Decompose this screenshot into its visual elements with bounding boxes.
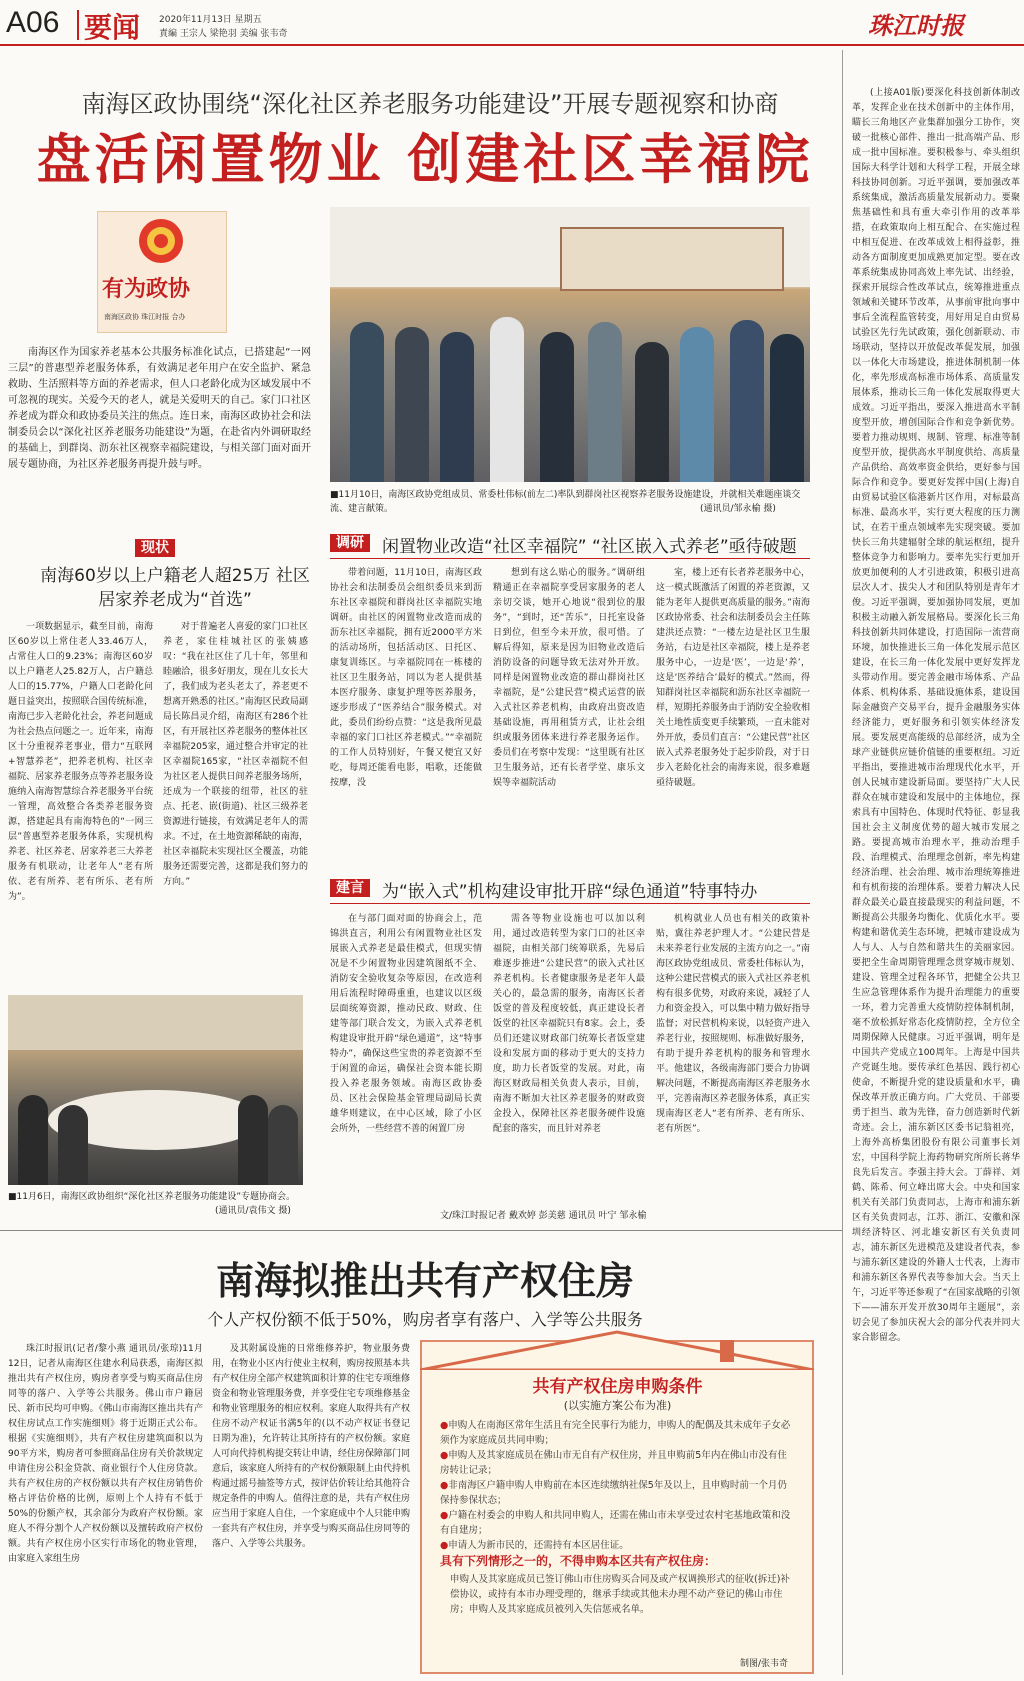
article-kicker: 南海区政协围绕“深化社区养老服务功能建设”开展专题视察和协商 xyxy=(81,90,779,118)
suggestion-column-2: 需各等物业设施也可以加以利用，通过改造转型为家门口的社区幸福院，由相关部门统筹联系，先易后难逐步推进“公建民营”的嵌入式社区养老机构。长者健康服务是老年人最关心的，最急需的服务，南海区长者饭堂的普及程度较低，真正建设长者饭堂的社区幸福院只有8家。会上，委员们还建议财政部门统筹长者饭堂建设和发展方面的移动于更大的支持力度，助力长者饭堂的发展。对此，南海区财政局相关负责人表示，目前，南海不断加大社区养老服务的财政资金投入，保障社区养老服务硬件设施配套的落实，而且针对养老 xyxy=(493,914,645,1134)
condition-item: ●非南海区户籍申购人申购前在本区连续缴纳社保5年及以上，且申购时前一个月仍保持参保状态； xyxy=(440,1480,787,1506)
side-column-1: 一项数据显示，截至目前，南海区60岁以上常住老人33.46万人，占常住人口的9.23%；南海区60岁以上户籍老人25.82万人，占户籍总人口的15.77%，户籍人口老龄化问题日益突出，按照联合国传统标准，南海已步入老龄化社会，养老问题成为社会热点问题之一。近年来，南海区十分重视养老事业，借力“互联网+智慧养老”，把养老机构、社区幸福院、居家养老服务点等养老服务设施纳入南海智慧综合养老服务平台统一管理，高效整合各类养老服务资源，搭建起具有南海特色的“一网三层”普惠型养老服务体系，实现机构养老、社区养老、居家养老三大养老服务有机联动，让老年人“老有所依、老有所养、老有所乐、老有所为”。 xyxy=(8,622,153,902)
research-rule xyxy=(330,558,810,559)
article-lead: 南海区作为国家养老基本公共服务标准化试点，已搭建起“一网三层”的普惠型养老服务体系，有效满足老年用户在安全监护、紧急救助、生活照料等方面的养老需求，但人口老龄化成为区域发展中不可忽视的现实。关爱今天的老人，就是关爱明天的自己。家门口社区养老成为群众和政协委员关注的焦点。连日来，南海区政协社会和法制委员会以“深化社区养老服务功能建设”为题，在赴省内外调研取经的基础上，到群岗、沥东社区视察幸福院建设，与相关部门面对面开展专题协商，为社区养老服务再提升鼓与呼。 xyxy=(8,347,311,470)
status-tag: 现状 xyxy=(135,537,175,557)
meeting-photo xyxy=(8,995,303,1185)
bottom-rule xyxy=(0,1230,842,1231)
article-headline: 盘活闲置物业 创建社区幸福院 xyxy=(36,127,814,191)
section-name: 要闻 xyxy=(84,11,141,44)
conditions-subtitle: (以实施方案公布为准) xyxy=(563,1399,672,1412)
graphic-credit: 制图/张韦奇 xyxy=(740,1659,789,1669)
housing-column-2: 及其附属设施的日常维修养护，物业服务费用，在物业小区内行使业主权利，购房按照基本共有产权住房全部产权建筑面积计算的住宅专项维修资金和物业管理服务费，并享受住宅专项维修基金和物业管理服务的相应权利。家庭人取得共有产权住房不动产权证书满5年的(以不动产权证书登记日期为准)，允许转让其所持有的产权份额。家庭人可向代持机构提交转让申请，经住房保障部门同意后，该家庭人所持有的产权份额限制上由代持机构通过摇号抽签等方式，按评估价转让给其他符合规定条件的申购人。值得注意的是，共有产权住房应当用于家庭人自住，一个家庭成中个人只能申购一套共有产权住房，并享受与购买商品住房同等的落户、入学等公共服务。 xyxy=(212,1344,410,1549)
suggestion-rule xyxy=(330,903,810,904)
suggestion-column-1: 在与部门面对面的协商会上，范锦洪直言，利用公有闲置物业社区发展嵌入式养老是最佳模式，但现实情况是不少闲置物业因建筑图纸不全、消防安全验收复杂等原因，在改造利用后流程时障碍重重，也建议以区级层面统筹资源，推动民政、财政、住建等部门联合发文，为嵌入式养老机构建设审批开辟“绿色通道”，这“特事特办”，确保这些宝贵的养老资源不至于闲置的命运，确保社会资本能长期投入养老服务领域。南海区政协委员、区社会保险基金管理局副局长黄雄华则建议，在中心区域，除了小区会所外，一些经营不善的闲置厂房 xyxy=(330,914,482,1134)
research-column-2: 想到有这么贴心的服务。”调研组精通正在幸福院享受居家服务的老人亲切交谈，她开心地说“很到位的服务”，“到时，还“苦乐”，日托室设备日到位，但至今未开放，很可惜。了解后得知，原来是因为旧物业改造后消防设备的问题导致无法对外开放。同样是闲置物业改造的群山群岗社区幸福院，是“公建民营”模式运营的嵌入式社区养老机构，由政府出资改造基础设施，再用租赁方式，让社会组织或服务团体来进行养老服务运作。委员们在考察中发现：“这里既有社区卫生服务站，还有长者学堂、康乐文娱等幸福院活动 xyxy=(493,568,645,788)
photo1-credit: (通讯员/邹永榆 摄) xyxy=(700,504,776,514)
side-column-2: 对于普遍老人喜爱的家门口社区养老，家住桂城社区的张姨感叹：“我在社区住了几十年，邻里和睦融洽，很多好朋友，现在儿女长大了，我们成为老头老太了，养老更不想离开熟悉的社区。”南海区民政局副局长陈昌灵介绍，南海区有286个社区，有开展社区养老服务的整体社区幸福院205家，通过整合并审定的社区幸福院165家，“社区幸福院不但为社区老人提供日间养老服务场所，还成为一个联接的纽带，社区的驻点、托老、嵌(街道)、社区三级养老资源进行链接，有效满足老年人的需求。不过，在土地资源稀缺的南海，社区幸福院未实现社区全覆盖，功能服务还需要完善，这都是我们努力的方向。” xyxy=(163,622,308,887)
research-tag: 调研 xyxy=(330,532,370,552)
photo2-caption: ■11月6日，南海区政协组织“深化社区养老服务功能建设”专题协商会。 xyxy=(8,1192,296,1202)
badge-subtitle: 南海区政协 珠江时报 合办 xyxy=(104,313,186,321)
badge-title: 有为政协 xyxy=(102,276,191,302)
side-headline: 南海60岁以上户籍老人超25万 社区居家养老成为“首选” xyxy=(40,566,310,610)
conditions-title: 共有产权住房申购条件 xyxy=(532,1377,703,1397)
research-column-1: 带着问题，11月10日，南海区政协社会和法制委员会组织委员来到沥东社区幸福院和群岗社区幸福院实地调研。由社区的闲置物业改造而成的沥东社区幸福院，拥有近2000平方米的活动场所，包括活动区、日托区、康复训练区。与幸福院同在一栋楼的社区卫生服务站，同以为老人提供基本医疗服务、康复护理等医养服务，逐步形成了“医养结合”服务模式。对此，委员们纷纷点赞：“这是我所见最幸福的家门口社区养老模式。”“幸福院的工作人员特别好，午餐又便宜又好吃，每周还能看电影，唱歌，还能做按摩，没 xyxy=(330,568,482,788)
suggestion-subhead: 为“嵌入式”机构建设审批开辟“绿色通道”特事特办 xyxy=(382,882,758,902)
right-column-text: (上接A01版)要深化科技创新体制改革，发挥企业在技术创新中的主体作用，瞄长三角地区产业集群加强分工协作，突破一批核心部件、推出一批高端产品、形成一批中国标准。要积极参与、牵头组织国际大科学计划和大科学工程，开展全球科技协同创新。习近平强调，要加强改革系统集成，激活高质量发展新动力。要聚焦基础性和具有重大牵引作用的改革举措，在政策取向上相互配合、在实施过程中相互促进、在改革成效上相得益彰，推动各方面制度更加成熟更加定型。要在改革系统集成协同高效上率先试、出经验，探索开展综合性改革试点，统筹推进重点领域和关键环节改革，从事前审批向事中事后全流程监管转变，用好用足自由贸易试验区先行先试政策，强化创新联动、市场联动，坚持以开放促改革促发展，加强以一体化大市场建设，推进体制机制一体化，率先形成高标准市场体系、高质量发展体系，推动长三角一体化发展取得更大成效。习近平指出，要深入推进高水平制度型开放，增创国际合作和竞争新优势。要着力推动规则、规制、管理、标准等制度型开放，提供高水平制度供给、高质量产品供给、高效率资金供给，更好参与国际合作和竞争。要更好发挥中国(上海)自由贸易试验区临港新片区作用，对标最高标准、最高水平，实行更大程度的压力测试，在若干重点领域率先实现突破。要加快长三角共建辐射全球的航运枢纽，提升整体竞争力和影响力。要率先实行更加开放更加便利的人才引进政策，积极引进高层次人才、拔尖人才和团队特别是青年才俊。习近平强调，要加强协同发展，更加积极主动融入新发展格局。要深化长三角科技创新共同体建设，打造国际一流营商环境，加快推进长三角一体化发展示范区建设，在长三角一体化发展中更好发挥龙头带动作用。要完善金融市场体系、产品体系、机构体系、基础设施体系，建设国际金融资产交易平台，提升金融服务实体经济能力，更好服务和引领实体经济发展。要发展更高能级的总部经济，成为全球产业链供应链价值链的重要枢纽。习近平指出，要推进城市治理现代化水平，开创人民城市建设新局面。要坚持广大人民群众在城市建设和发展中的主体地位，探索具有中国特色、体现时代特征、彰显我国社会主义制度优势的超大城市发展之路。要提高城市治理水平，推动治理手段、治理模式、治理理念创新，率先构建经济治理、社会治理、城市治理统筹推进和有机衔接的治理体系。要着力解决人民群众最关心最直接最现实的利益问题，不断提高公共服务均衡化、优质化水平。要构建和谐优美生态环境，把城市建设成为人与人、人与自然和谐共生的美丽家园。要把全生命周期管理理念贯穿城市规划、建设、管理全过程各环节，把健全公共卫生应急管理体系作为提升治理能力的重要一环，着力完善重大疫情防控体制机制，毫不放松抓好常态化疫情防控，全方位全周期保障人民健康。习近平强调，明年是中国共产党成立100周年。上海是中国共产党诞生地。要传承红色基因、践行初心使命，不断提升党的建设质量和水平，确保改革开放正确方向。广大党员、干部要勇于担当、敢为先锋，奋力创造新时代新奇迹。会上，浦东新区区委书记翁祖亮，上海外高桥集团股份有限公司董事长刘宏，中国科学院上海药物研究所所长蒋华良先后发言。李强主持大会。丁薛祥、刘鹤、陈希、何立峰出席大会。中央和国家机关有关部门负责同志，上海市和浦东新区有关负责同志，江苏、浙江、安徽和深圳经济特区、河北雄安新区有关负责同志，浦东新区先进模范及建设者代表，参与浦东新区建设的外籍人士代表，上海市和浦东新区各界代表等参加大会。当天上午，习近平等还参观了“在国家战略的引领下——浦东开发开放30周年主题展”，亲切会见了参加庆祝大会的部分代表并同大家合影留念。 xyxy=(852,88,1020,1343)
header-divider xyxy=(77,10,79,40)
research-column-3: 室，楼上还有长者养老服务中心，这一模式既激活了闲置的养老资源，又能为老年人提供更高质量的服务。”南海区政协常委、社会和法制委员会主任陈建洪还点赞：“一楼左边是社区卫生服务站，右边是社区幸福院，楼上是养老服务中心，一边是‘医’，一边是‘养’，这是‘医养结合’最好的模式。”然而，得知群岗社区幸福院和沥东社区幸福院一样，短期托养服务由于消防安全验收相关土地性质变更手续繁琐，一直未能对外开放，委员们直言：“公建民营”社区嵌入式养老服务处于起步阶段，对于日步入老龄化社会的南海来说，很多难题亟待破题。 xyxy=(656,568,810,788)
condition-item: ●户籍在村委会的申购人和共同申购人，还需在佛山市未享受过农村宅基地政策和没有自建房； xyxy=(440,1510,791,1536)
research-subhead: 闲置物业改造“社区幸福院” “社区嵌入式养老”亟待破题 xyxy=(382,537,797,557)
inspection-photo xyxy=(330,207,810,482)
header-rule xyxy=(0,44,1024,46)
column-divider xyxy=(842,50,843,1675)
condition-item: ●申购人及其家庭成员在佛山市无自有产权住房，并且申购前5年内在佛山市没有住房转让记录； xyxy=(440,1450,787,1476)
housing-subtitle: 个人产权份额不低于50%，购房者享有落户、入学等公共服务 xyxy=(207,1310,643,1329)
housing-column-1: 珠江时报讯(记者/黎小燕 通讯员/张琼)11月12日，记者从南海区住建水利局获悉，南海区拟推出共有产权住房，购房者享受与购买商品住房同等的落户、入学等公共服务。佛山市户籍居民、新市民均可申购。《佛山市南海区推出共有产权住房试点工作实施细则》将于近期正式公布。根据《实施细则》，共有产权住房建筑面积以为90平方米，购房者可参照商品住房有关价款规定申请住房公积金贷款、商业银行个人住房贷款。共有产权住房的产权份额以共有产权住房销售价格占评估价格的比例，原则上个人持有不低于50%的份额产权，其余部分为政府产权份额。家庭人不得分割个人产权份额以及擅转政府产权份额。共有产权住房小区实行市场化的物业管理，由家庭入家组生房 xyxy=(8,1344,203,1564)
exclusion-text: 申购人及其家庭成员已签订佛山市住房购买合同及或产权调换形式的征收(拆迁)补偿协议，或持有本市办理受理的，继承手续或其他未办理不动产登记的佛山市住房；申购人及其家庭成员被列入失信惩戒名单。 xyxy=(450,1574,790,1615)
condition-item: ●申购人在南海区常年生活且有完全民事行为能力，申购人的配偶及其未成年子女必须作为家庭成员共同申购； xyxy=(440,1420,791,1446)
conditions-list xyxy=(440,1418,795,1553)
newspaper-logo: 珠江时报 xyxy=(868,11,964,40)
house-roof-icon xyxy=(420,1330,814,1370)
emblem-icon xyxy=(136,216,186,266)
page-number: A06 xyxy=(6,6,60,39)
editor-credits: 責編 王宗人 梁艳羽 美编 张韦奇 xyxy=(159,29,288,39)
column-badge xyxy=(97,211,227,333)
exclusion-heading: 具有下列情形之一的，不得申购本区共有产权住房： xyxy=(440,1554,717,1568)
photo2-credit: (通讯员/袁伟文 摄) xyxy=(215,1206,291,1216)
article-byline: 文/珠江时报记者 戴欢婷 彭美慈 通讯员 叶宁 邹永榆 xyxy=(440,1211,647,1221)
suggestion-tag: 建言 xyxy=(330,877,370,897)
housing-headline: 南海拟推出共有产权住房 xyxy=(215,1258,634,1303)
suggestion-column-3: 机构就业人员也有相关的政策补贴，冀往养老护理人才。“公建民营是未来养老行业发展的主流方向之一。”南海区政协党组成员、常委杜伟标认为，这种公建民营模式的嵌入式社区养老机构有很多优势，对政府来说，减轻了人力和资金投入，可以集中精力做好指导监督；对民营机构来说，以轻资产进入养老行业，按照规则、标准做好服务，有助于提升养老机构的服务和管理水平。他建议，各级南海部门要合力协调解决问题，不断提高南海区养老服务水平，完善南海区养老服务体系，真正实现南海区老人“老有所养、老有所乐、老有所医”。 xyxy=(656,914,810,1134)
photo1-caption: ■11月10日，南海区政协党组成员、常委杜伟标(前左二)率队到群岗社区视察养老服务设施建设，并就相关难题座谈交流、建言献策。 xyxy=(330,490,801,514)
condition-item: ●申请人为新市民的，还需持有本区居住证。 xyxy=(440,1540,629,1551)
issue-date: 2020年11月13日 星期五 xyxy=(159,15,262,25)
